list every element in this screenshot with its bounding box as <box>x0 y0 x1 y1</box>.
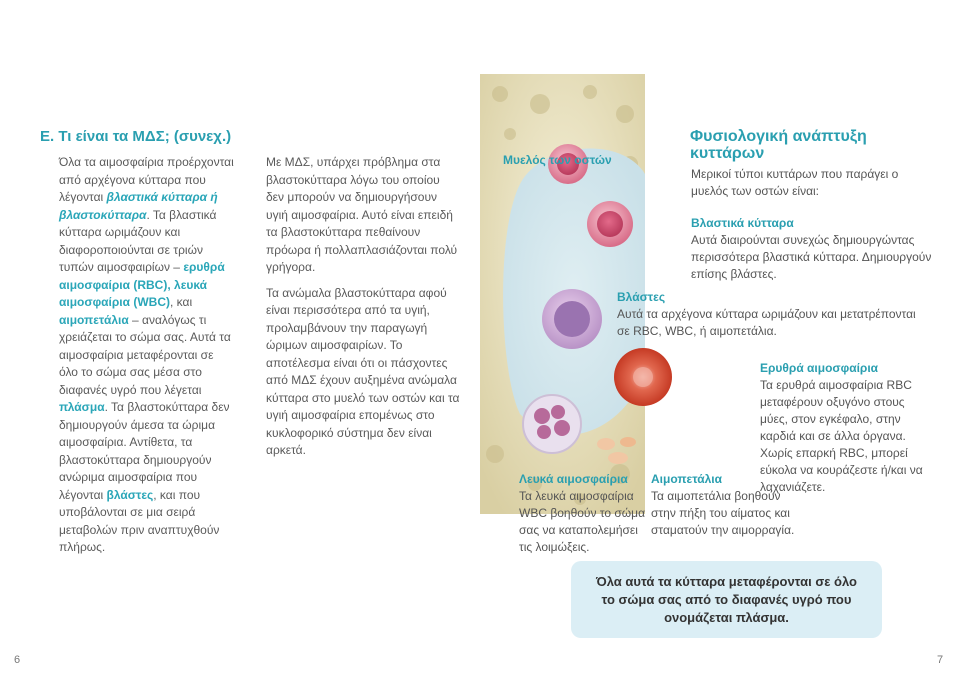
figure-title: Φυσιολογική ανάπτυξη κυττάρων <box>690 128 867 162</box>
caption-text: Αυτά διαιρούνται συνεχώς δημιουργώντας περισσότερα βλαστικά κύτταρα. Δημιουργούν επίσης βλάστες. <box>691 233 932 281</box>
term-rbc-wbc: ερυθρά αιμοσφαίρια (RBC), λευκά αιμοσφαίρια (WBC) <box>59 260 225 309</box>
paragraph: Τα ανώμαλα βλαστοκύτταρα αφού είναι περισσότερα από τα υγιή, προλαμβάνουν την παραγωγή ώριμων αιμοσφαιρίων. Το αποτέλεσμα είναι ότι οι πάσχοντες από ΜΔΣ έχουν αυξημένα ανώμαλα κύτταρα στο μυελό των οστών και τα υγιή αιμοσφαίρια επομένως στο κυκλοφορικό σύστημα δεν είναι αρκετά. <box>266 285 460 457</box>
caption-heading: Λευκά αιμοσφαίρια <box>519 472 628 486</box>
mds-column <box>266 154 461 460</box>
term-platelets: αιμοπετάλια <box>59 312 129 327</box>
red-blood-cell-icon <box>612 346 674 408</box>
platelets-caption <box>651 471 801 539</box>
wbc-caption <box>519 471 649 556</box>
intro-column <box>59 154 234 557</box>
caption-heading: Βλάστες <box>617 290 666 304</box>
text: , και <box>170 295 193 309</box>
term-plasma: πλάσμα <box>59 400 105 414</box>
text: . Τα βλαστοκύτταρα δεν δημιουργούν άμεσα τα ώριμα αιμοσφαίρια. Αντίθετα, τα βλαστοκύτταρα δημιουργούν ανώριμα αιμοσφαίρια που λέγονται <box>59 400 230 502</box>
page-number-left: 6 <box>14 654 21 666</box>
caption-heading: Βλαστικά κύτταρα <box>691 216 794 230</box>
caption-text: Τα λευκά αιμοσφαίρια WBC βοηθούν το σώμα σας να καταπολεμήσει τις λοιμώξεις. <box>519 489 646 554</box>
platelets-icon <box>592 432 644 468</box>
caption-text: Τα αιμοπετάλια βοηθούν στην πήξη του αίματος και σταματούν την αιμορραγία. <box>651 489 795 537</box>
caption-heading: Ερυθρά αιμοσφαίρια <box>760 361 879 375</box>
text: , και που υποβάλονται σε μια σειρά μεταβολών πριν αναπτυχθούν πλήρως. <box>59 487 220 554</box>
paragraph: Με ΜΔΣ, υπάρχει πρόβλημα στα βλαστοκύτταρα λόγω του οποίου δεν μπορούν να δημιουργήσουν υγιή αιμοσφαίρια. Αυτό είναι επειδή τα βλαστοκύτταρα πεθαίνουν πρόωρα ή πολλαπλασιάζονται πολύ γρήγορα. <box>266 155 458 274</box>
marrow-label: Μυελός των οστών <box>503 153 612 167</box>
callout-box <box>571 561 882 638</box>
stem-cells-caption <box>691 215 936 283</box>
text: – αναλόγως τι χρειάζεται το σώμα σας. Αυτά τα αιμοσφαίρια μεταφέρονται σε όλο το σώμα σας μέσα στο διαφανές υγρό που λέγεται <box>59 312 231 397</box>
caption-text: Τα ερυθρά αιμοσφαίρια RBC μεταφέρουν οξυγόνο στους μύες, στον εγκέφαλο, στην καρδιά και σε άλλα όργανα. Χωρίς επαρκή RBC, μπορεί εύκολα να κουράζεστε ή/και να λαχανιάζετε. <box>760 378 923 494</box>
callout-text: Όλα αυτά τα κύτταρα μεταφέρονται σε όλο το σώμα σας από το διαφανές υγρό που ονομάζεται πλάσμα. <box>596 573 857 625</box>
page-number-right: 7 <box>937 654 944 666</box>
caption-text: Αυτά τα αρχέγονα κύτταρα ωριμάζουν και μετατρέπονται σε RBC, WBC, ή αιμοπετάλια. <box>617 307 916 338</box>
text: Όλα τα αιμοσφαίρια προέρχονται από αρχέγονα κύτταρα που λέγονται <box>59 155 234 204</box>
text: . Τα βλαστικά κύτταρα ωριμάζουν και διαφοροποιούνται σε τριών τυπών αιμοσφαιρίων – <box>59 207 217 274</box>
caption-heading: Αιμοπετάλια <box>651 472 723 486</box>
figure-subtitle: Μερικοί τύποι κυττάρων που παράγει ο μυελός των οστών είναι: <box>691 167 899 198</box>
term-stem-cells: βλαστικά κύτταρα ή βλαστοκύτταρα <box>59 190 218 222</box>
blasts-caption <box>617 289 927 340</box>
section-heading: E. Τι είναι τα ΜΔΣ; (συνεχ.) <box>40 128 232 145</box>
term-blasts: βλάστες <box>106 487 154 502</box>
white-blood-cell-icon <box>520 392 584 456</box>
